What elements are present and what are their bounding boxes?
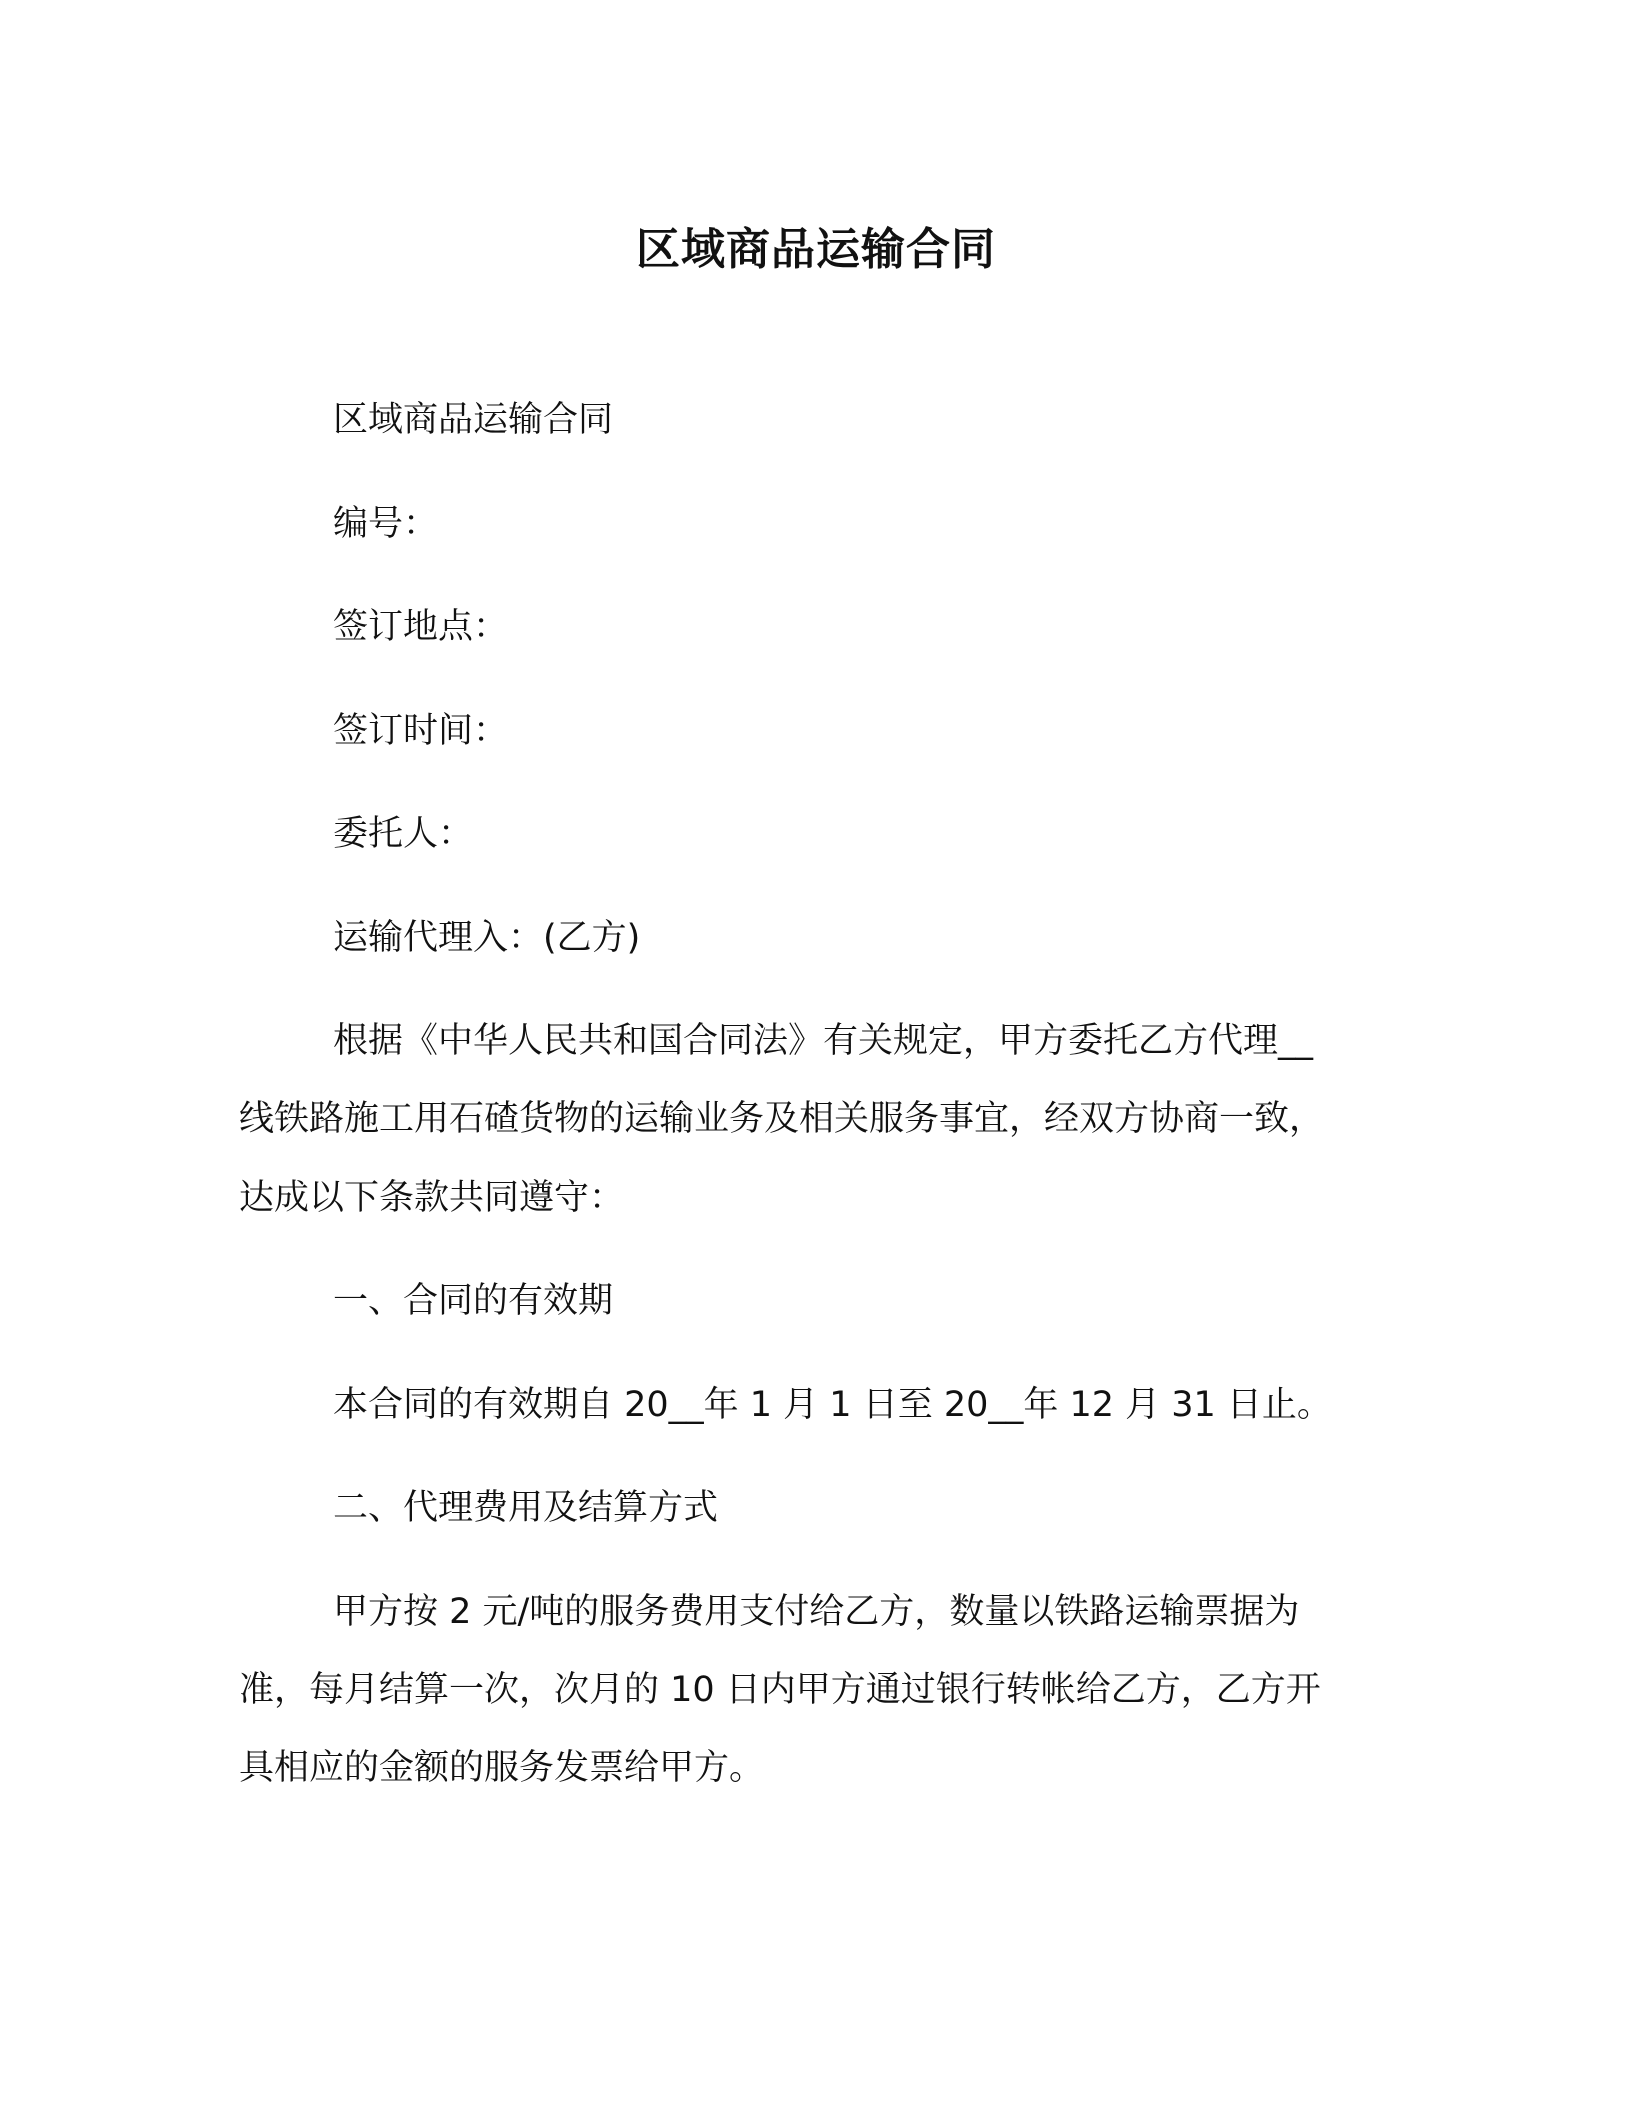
client-label: 委托人：: [333, 814, 474, 854]
document-subtitle: 区域商品运输合同: [333, 400, 614, 440]
section-2-heading: 二、代理费用及结算方式: [333, 1488, 719, 1528]
section-1-heading: 一、合同的有效期: [333, 1281, 614, 1321]
document-title: 区域商品运输合同: [636, 224, 996, 275]
signing-time-label: 签订时间：: [333, 711, 509, 751]
intro-line-1: 根据《中华人民共和国合同法》有关规定，甲方委托乙方代理__: [333, 1021, 1314, 1061]
intro-line-2: 线铁路施工用石碴货物的运输业务及相关服务事宜，经双方协商一致，: [239, 1099, 1325, 1139]
section-2-line-1: 甲方按 2 元/吨的服务费用支付给乙方，数量以铁路运输票据为: [333, 1592, 1300, 1632]
intro-line-3: 达成以下条款共同遵守：: [239, 1178, 625, 1218]
agent-label: 运输代理入：(乙方): [333, 918, 641, 958]
signing-place-label: 签订地点：: [333, 607, 509, 647]
section-2-line-3: 具相应的金额的服务发票给甲方。: [239, 1748, 765, 1788]
contract-number-label: 编号：: [333, 504, 439, 544]
section-2-line-2: 准，每月结算一次，次月的 10 日内甲方通过银行转帐给乙方，乙方开: [239, 1670, 1321, 1710]
section-1-text: 本合同的有效期自 20__年 1 月 1 日至 20__年 12 月 31 日止。: [333, 1385, 1332, 1425]
